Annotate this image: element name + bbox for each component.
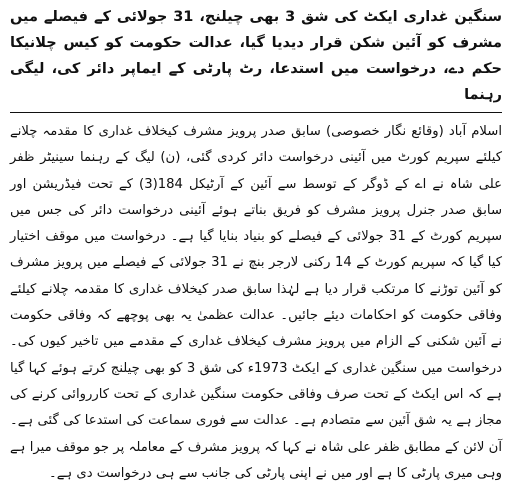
headline-divider [10, 112, 502, 113]
article-body: اسلام آباد (وقائع نگار خصوصی) سابق صدر پرویز مشرف کیخلاف غداری کا مقدمہ چلانے کیلئے سپریم کورٹ میں آئینی درخواست دائر کردی گئی، (ن) لیگ کے رہنما سینیٹر ظفر علی شاہ نے اے کے ڈوگر کے توسط سے آئین کے آرٹیکل 184(3) کے تحت فیڈریشن اور سابق صدر جنرل پرویز مشرف کو فریق بناتے ہوئے آئینی درخواست دائر کی جس میں سپریم کورٹ کے 31 جولائی کے فیصلے کو بنیاد بنایا گیا ہے۔ درخواست میں موقف اختیار کیا گیا کہ سپریم کورٹ کے 14 رکنی لارجر بنچ نے 31 جولائی کے فیصلے میں پرویز مشرف کو آئین توڑنے کا مرتکب قرار دیا ہے لہٰذا سابق صدر کیخلاف غداری کا مقدمہ چلانے کیلئے وفاقی حکومت کو احکامات دیئے جائیں۔ عدالت عظمیٰ یہ بھی پوچھے کہ وفاقی حکومت نے آئین شکنی کے الزام میں پرویز مشرف کیخلاف غداری کے مقدمے میں تاخیر کیوں کی۔ درخواست میں سنگین غداری کے ایکٹ 1973ء کی شق 3 کو بھی چیلنج کرتے ہوئے کہا گیا ہے کہ اس ایکٹ کے تحت صرف وفاقی حکومت سنگین غداری کے تحت کارروائی کرنے کی مجاز ہے یہ شق آئین سے متصادم ہے۔ عدالت سے فوری سماعت کی استدعا کی گئی ہے۔ آن لائن کے مطابق ظفر علی شاہ نے کہا کہ پرویز مشرف کے معاملہ پر جو موقف میرا ہے وہی میری پارٹی کا ہے اور میں نے اپنی پارٹی کی جانب سے ہی درخواست دی ہے۔ [10, 124, 503, 481]
headline: سنگین غداری ایکٹ کی شق 3 بھی چیلنج، 31 جولائی کے فیصلے میں مشرف کو آئین شکن قرار دیدیا گیا، عدالت حکومت کو کیس چلانیکا حکم دے، درخواست میں استدعا، رٹ پارٹی کے ایماپر دائر کی، لیگی رہنما [10, 9, 502, 103]
